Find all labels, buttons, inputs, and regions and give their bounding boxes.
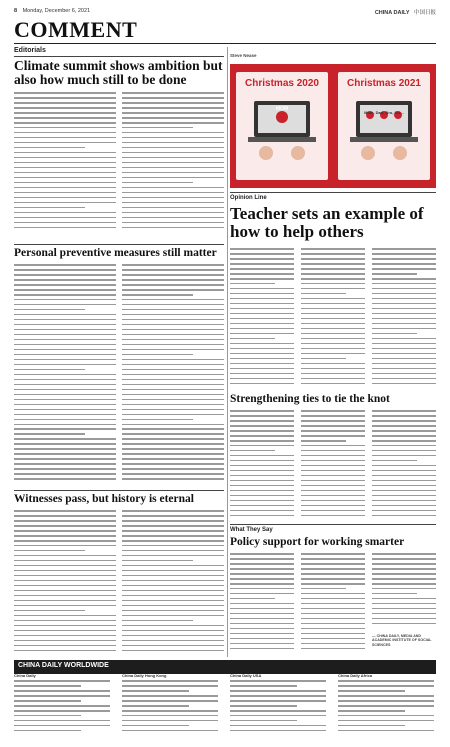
what-they-say-label: What They Say xyxy=(230,527,273,533)
editorials-label: Editorials xyxy=(14,47,46,54)
masthead-rule xyxy=(14,43,436,44)
editorial-headline-1: Climate summit shows ambition but also how much still to be done xyxy=(14,58,223,88)
paper-name-en: CHINA DAILY xyxy=(374,10,410,16)
footer-col-title: China Daily xyxy=(14,673,36,678)
laptop-icon xyxy=(236,89,328,169)
footer-col-title: China Daily Hong Kong xyxy=(122,673,167,678)
wts-body-col-2 xyxy=(301,553,365,655)
opinion-subheadline: Strengthening ties to tie the knot xyxy=(230,393,390,405)
cartoon-right-note: Mom, Dad, Bro, Sis... xyxy=(364,110,404,115)
editorial-3-body-col-1 xyxy=(14,510,116,655)
opinion-body-col-1 xyxy=(230,248,294,390)
editorial-3-body-col-2 xyxy=(122,510,224,655)
footer-col-1-body xyxy=(14,680,110,736)
paper-name-cn: 中国日报 xyxy=(413,10,436,16)
cartoon-right-title: Christmas 2021 xyxy=(347,78,421,89)
footer-col-3-body xyxy=(230,680,326,736)
footer-col-4-body xyxy=(338,680,434,736)
section-rule xyxy=(14,244,224,245)
what-they-say-credit: — CHINA DAILY, MEDIA AND ACADEMIC INSTITUTE OF SOCIAL SCIENCES xyxy=(372,634,432,647)
editorial-headline-2: Personal preventive measures still matter xyxy=(14,247,217,259)
section-rule xyxy=(230,192,436,193)
cartoon-panel-left xyxy=(236,72,328,180)
illustration-byline: Steve Nease xyxy=(230,53,257,58)
what-they-say-headline: Policy support for working smarter xyxy=(230,536,405,548)
opinion-body-col-2 xyxy=(301,248,365,390)
ties-body-col-1 xyxy=(230,410,294,520)
column-divider xyxy=(227,47,228,657)
opinion-headline: Teacher sets an example of how to help others xyxy=(230,204,424,241)
ties-body-col-2 xyxy=(301,410,365,520)
footer-col-title: China Daily Africa xyxy=(338,673,373,678)
footer-col-2-body xyxy=(122,680,218,736)
ties-body-col-3 xyxy=(372,410,436,520)
cartoon-illustration xyxy=(230,64,436,188)
footer-bar-title: CHINA DAILY WORLDWIDE xyxy=(14,660,436,674)
masthead: COMMENT xyxy=(14,17,138,42)
section-rule xyxy=(14,56,224,57)
footer-col-africa xyxy=(338,674,436,679)
date-line xyxy=(14,8,90,14)
editorial-1-body-col-1 xyxy=(14,92,116,236)
paper-name xyxy=(375,8,436,16)
footer-col-hong-kong xyxy=(122,674,222,679)
footer-col-usa xyxy=(230,674,330,679)
footer-col-title: China Daily USA xyxy=(230,673,262,678)
cartoon-panel-right xyxy=(338,72,430,180)
wts-body-col-1 xyxy=(230,553,294,655)
editorial-headline-3: Witnesses pass, but history is eternal xyxy=(14,493,194,505)
opinion-body-col-3 xyxy=(372,248,436,390)
section-rule xyxy=(230,524,436,525)
date-text: Monday, December 6, 2021 xyxy=(22,8,91,14)
editorial-2-body-col-2 xyxy=(122,264,224,484)
footer xyxy=(14,660,436,740)
opinion-label: Opinion Line xyxy=(230,195,267,201)
section-rule xyxy=(14,490,224,491)
cartoon-left-sub: MOM xyxy=(275,106,289,112)
cartoon-left-title: Christmas 2020 xyxy=(245,78,319,89)
editorial-1-body-col-2 xyxy=(122,92,224,236)
wts-body-col-3 xyxy=(372,553,436,631)
footer-col-china-daily xyxy=(14,674,114,679)
editorial-2-body-col-1 xyxy=(14,264,116,484)
laptop-icon xyxy=(338,89,430,169)
page-number: 8 xyxy=(14,8,18,14)
